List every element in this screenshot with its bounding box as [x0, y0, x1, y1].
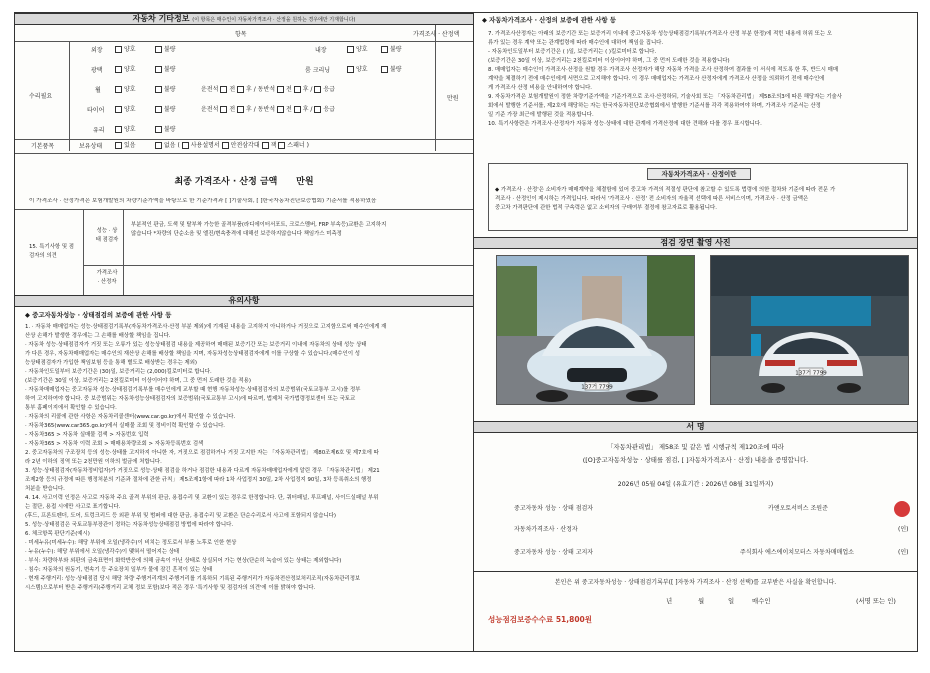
right-column: ◆ 자동차가격조사 · 산정의 보증에 관한 사항 등 7. 가격조사산정자는 아래의 보증기간 또는 보증거리 이내에 중고자동차 성능상태점검기록부(가격조사 산정 부분 한정)에 적힌 내용에 허위 또는 오 류가 있는 경우 계약 또는 관계법령에 따라 매수인에 대하여 책임을 집니다. - 자동차인도일부터 보증기간은 ( )일, 보증거리는 ( )킬로미터로 합니다. (보증기간은 30일 이상, 보증거리는 2천킬로미터 이상이어야 하며, 그 중 먼저 도래한 것을 적용합니다) 8. 매매업자는 매수인이 가격조사·산정을 원할 경우 가격조사 산정자가 해당 자동차 가격을 조사 산정하여 결과를 이 서식에 적도록 한 후, 반드시 매매 계약을 체결하기 전에 매수인에게 서면으로 고지해야 합니다. 이 경우 매매업자는 가격조사 산정자에게 가격조사 산정을 의뢰하기 전에 매수인에 게 가격조사 산정 비용을 안내하여야 합니다. 9. 자동차가격은 보험개발원이 정한 차량기준가액을 기준가격으로 조사·산정하되, 기술사회 또는 「자동차관리법」 제58조의3에 따른 해당자는 기술사 회에서 발행한 기준서를, 제2호에 해당하는 자는 한국자동차진단보증협회에서 발행한 기준서를 각각 적용하여야 하며, 가격조사 기준서는 산정 일 기준 가장 최근에 발행된 것을 적용합니다. 10. 특기사항란은 가격조사·산정자가 자동차 성능·상태에 대한 관계에 가격산정에 대한 견해와 다를 경우 표시합니다. 자동차가격조사 · 산정이란 ◆ 가격조사 · 산정'은 소비자가 매매계약을 체결함에 있어 중고차 가격의 적절성 판단에 참고할 수 있도록 법령에 의한 절차와 기준에 따라 전문 가 격조사 · 산정인이 제시하는 가격입니다. 따라서 '가격조사 · 산정' 전 소비자의 자율적 선택에 따른 서비스이며, 가격조사 · 산정 금액은 중고차 가격판단에 관한 법적 구속력은 없고 소비자의 구매여부 결정에 참고자료로 활용됩니다. 점검 장면 촬영 사진 137거 7799 137거 7799 서 명 「자동차관리법」 제58조 및 같은 법 시행규칙 제120조에 따라 ([O]중고자동차성능 · 상태를 점검, [ ]자동차가격조사 · 산정) 내용을 증명합니다. 2026년 05월 04일 (유효기간 : 2026년 08월 31일까지) 중고자동차 성능 · 상태 점검자 카앤오토서비스 조원준 자동차가격조사 · 산정자 (인) 중고자동차 성능 · 상태 고지자 주식회사 에스에이치모터스 자동차매매업소 (인) 본인은 위 중고자동차성능 · 상태점검기록부([ ]자동차 가격조사 · 산정 선택)를 교부받은 사실을 확인합니다. 년 월 일 매수인 (서명 또는 인) 성능점검보증수수료 51,800원 [474, 13, 917, 651]
text-line: · 자동차매매업자는 중고자동차 성능·상태점검기록부를 매수인에게 교부할 때 현행 자동차성능·상태점검자의 보증범위(국토교통부 고시)를 정부 [25, 387, 361, 393]
checkbox-icon [314, 106, 321, 113]
sign-date: 2026년 05월 04일 (유효기간 : 2026년 08월 31일까지) [617, 481, 774, 488]
vehicle-info-header [15, 13, 473, 25]
sign-law-2: ([O]중고자동차성능 · 상태를 점검, [ ]자동차가격조사 · 산정) 내용을 증명합니다. [582, 456, 809, 464]
text-line: · 현재 주행거리: 성능·상태점검 당시 해당 차량 주행거리계의 주행거리를 기록하되 기록된 주행거리가 자동차전산정보처리조직(자동차관리정보 [25, 576, 361, 582]
checkbox-icon [237, 86, 244, 93]
glass-good-option[interactable]: 양호 [115, 126, 136, 134]
checkbox-icon [347, 66, 354, 73]
text-line: 산상 손해가 발생한 경우에는 그 손해를 배상할 책임을 집니다. [25, 333, 171, 339]
glass-bad-option[interactable]: 불량 [155, 126, 176, 134]
text-line: 는 절단, 용접 시에만 사고로 표기합니다. [25, 504, 121, 510]
text-line: 계약을 체결하기 전에 매수인에게 서면으로 고지해야 합니다. 이 경우 매매업자는 가격조사 산정자에게 가격조사 산정을 의뢰하기 전에 매수인에 [488, 76, 825, 82]
text-line: 시스템)으로부터 받은 주행거리(주행거리 교체 정보 포함)보다 적은 경우 '특기사항 및 점검자의 의견'에 이를 밝혀야 합니다. [25, 585, 316, 591]
checkbox-icon [381, 66, 388, 73]
text-line: 게 가격조사 산정 비용을 안내하여야 합니다. [488, 85, 593, 91]
wheel-position-options[interactable]: 운전석 전 후 / 동반석 전 후 / 응급 [201, 86, 335, 93]
checkbox-icon [115, 106, 122, 113]
text-line: · 미세누유(미세누수): 해당 부위에 오일(냉각수)이 비치는 정도로서 부품 노후로 인한 현상 [25, 540, 237, 546]
text-line: - 자동차인도일부터 보증기간은 ( )일, 보증거리는 ( )킬로미터로 합니다. [488, 49, 657, 55]
notice-body [25, 323, 469, 593]
front-inspection-photo [496, 255, 695, 405]
text-line: - 자동차365 > 자동차 실매물 검색 > 자동번호 입력 [25, 432, 149, 438]
guarantee-body [488, 30, 916, 129]
row-wheel: 휠 [95, 87, 101, 94]
basic-items-label: 기본품목 [31, 143, 55, 150]
checkbox-icon [381, 46, 388, 53]
row-exterior: 외장 [91, 47, 103, 54]
sig-row-price: 자동차가격조사 · 산정자 (인) [514, 526, 909, 533]
tire-bad-option[interactable]: 불량 [155, 106, 176, 114]
checkbox-icon [220, 86, 227, 93]
checkbox-icon [115, 126, 122, 133]
interior-bad-option[interactable]: 불량 [381, 46, 402, 54]
checkbox-icon [237, 106, 244, 113]
price-notice-text [495, 186, 903, 213]
checkbox-icon [115, 46, 122, 53]
price-inspector-label: 가격조사 · 산정자 [96, 270, 118, 285]
col-price-label: 가격조사 · 산정액 [413, 31, 460, 38]
exterior-bad-option[interactable]: 불량 [155, 46, 176, 54]
text-line: · 자동차 성능·상태점검자가 거짓 또는 오류가 있는 성능상태점검 내용을 제공하여 매매된 보증기간 또는 보증거리 이내에 자동차의 상태 성능 상태 [25, 342, 367, 348]
text-line: (보증기간은 30일 이상, 보증거리는 2천킬로미터 이상이어야 하며, 그 중 먼저 도래한 것을 적용합니다) [488, 58, 730, 64]
inspection-record-sheet [14, 12, 918, 652]
col-item-label: 항목 [235, 31, 247, 38]
text-line: 7. 가격조사산정자는 아래의 보증기간 또는 보증거리 이내에 중고자동차 성능상태점검기록부(가격조사 산정 부분 한정)에 적힌 내용에 허위 또는 오 [488, 31, 833, 37]
wheel-bad-option[interactable]: 불량 [155, 86, 176, 94]
text-line: 1. · 자동차 매매업자는 성능·상태점검기록부(자동차가격조사·산정 부분 제외)에 기재된 내용을 고지하지 아니하거나 거짓으로 고지함으로써 매수인에게 재 [25, 324, 387, 330]
tire-good-option[interactable]: 양호 [115, 106, 136, 114]
notice-header: 유의사항 [15, 295, 473, 307]
text-line: · 자동차365(www.car365.go.kr)에서 실매물 조회 및 정비이력 확인할 수 있습니다. [25, 423, 226, 429]
inspector-opinion: 부분적인 판금, 도색 및 탈부착 가능한 골격부품(라디에이터서포트, 크로스멤버, FRP 부속등)교환은 고지하지 않습니다 *차량의 단순소음 및 엘진/변속충격에 대해선 보증하지않습니다 책임가스 미측정 [131, 222, 387, 237]
photo-header: 점검 장면 촬영 사진 [474, 237, 917, 249]
guarantee-title: ◆ 자동차가격조사 · 산정의 보증에 관한 사항 등 [482, 16, 617, 24]
checkbox-icon [115, 86, 122, 93]
text-line: ◆ 가격조사 · 산정'은 소비자가 매매계약을 체결함에 있어 중고차 가격의 적절성 판단에 참고할 수 있도록 법령에 의한 절차와 기준에 따라 전문 가 [495, 187, 836, 193]
checkbox-icon [277, 106, 284, 113]
text-line: 9. 자동차가격은 보험개발원이 정한 차량기준가액을 기준가격으로 조사·산정하되, 기술사회 또는 「자동차관리법」 제58조의3에 따른 해당자는 기술사 [488, 94, 842, 100]
checkbox-icon [155, 46, 162, 53]
text-line: 2. 중고자동차의 구조장치 등의 성능·상태를 고지하지 아니한 자, 거짓으로 점검하거나 거짓 고지한 자는 「자동차관리법」 제80조제6호 및 제7호에 따 [25, 450, 379, 456]
text-line: 격조사 · 산정인이 제시하는 가격입니다. 따라서 '가격조사 · 산정' 전 소비자의 자율적 선택에 따른 서비스이며, 가격조사 · 산정 금액은 [495, 196, 809, 202]
checkbox-icon [115, 66, 122, 73]
text-line: 4. 14. 사고이력 인정은 사고로 자동차 주요 골격 부위의 판금, 용접수리 및 교환이 있는 경우로 한정합니다. 단, 쿼터패널, 루프패널, 사이드실패널 부위 [25, 495, 379, 501]
repair-group-label: 수리필요 [29, 93, 53, 100]
text-line: 처분을 받습니다. [25, 486, 65, 492]
checkbox-icon [220, 106, 227, 113]
text-line: 6. 체크항목 판단기준(예시) [25, 531, 90, 537]
final-price-line: 최종 가격조사 · 산정 금액 만원 [174, 177, 314, 187]
checkbox-icon [155, 86, 162, 93]
sig-row-inspector: 중고자동차 성능 · 상태 점검자 카앤오토서비스 조원준 [514, 505, 828, 512]
exterior-good-option[interactable]: 양호 [115, 46, 136, 54]
text-line: 류가 있는 경우 계약 또는 관계법령에 따라 매수인에 대하여 책임을 집니다. [488, 40, 664, 46]
fee-text: 성능점검보증수수료 51,800원 [488, 615, 593, 624]
text-line: 3. 성능·상태점검자(자동차정비업자)가 거짓으로 성능·상태 점검을 하거나 점검한 내용과 다르게 자동차매매업자에게 알린 경우 「자동차관리법」 제21 [25, 468, 380, 474]
polish-good-option[interactable]: 양호 [115, 66, 136, 74]
row-tire: 타이어 [87, 107, 105, 114]
checkbox-icon [294, 86, 301, 93]
basic-status-label: 보유상태 [79, 143, 103, 150]
checkbox-icon [347, 46, 354, 53]
rear-inspection-photo [710, 255, 909, 405]
row-polish: 광택 [91, 67, 103, 74]
text-line: (후드, 프론트펜더, 도어, 트렁크리드 등 외판 부위 및 범퍼에 대한 판금, 용접수리 및 교환은 단순수리로서 사고에 포함되지 않습니다) [25, 513, 336, 519]
basic-none-option[interactable]: 없음 ( 사용설명서 안전삼각대 잭 스패너 ) [155, 142, 309, 150]
checkbox-icon [262, 142, 269, 149]
checkbox-icon [155, 66, 162, 73]
checkbox-icon [278, 142, 285, 149]
special-notes-label: 15. 특기사항 및 점검자의 의견 [29, 244, 74, 259]
text-line: · 부식: 차량하부와 외판의 금속표면이 화학반응에 의해 금속이 아닌 상태로 상실되어 가는 현상(단순히 녹슬어 있는 상태는 제외합니다) [25, 558, 342, 564]
row-glass: 유리 [93, 127, 105, 134]
sig-row-dealer: 중고자동차 성능 · 상태 고지자 주식회사 에스에이치모터스 자동차매매업소 (인) [514, 549, 909, 556]
checkbox-icon [294, 106, 301, 113]
price-notice-box [488, 163, 908, 231]
text-line: 일 기준 가장 최근에 발행된 것을 적용합니다. [488, 112, 594, 118]
checkbox-icon [314, 86, 321, 93]
signature-header: 서 명 [474, 421, 917, 433]
text-line: 중고차 가격판단에 관한 법적 구속력은 없고 소비자의 구매여부 결정에 참고자료로 활용됩니다. [495, 205, 717, 211]
vehicle-info-title: 자동차 기타정보 [132, 14, 190, 23]
row-interior: 내장 [315, 47, 327, 54]
text-line: 라 2년 이하의 징역 또는 2천만원 이하의 벌금에 처합니다. [25, 459, 162, 465]
text-line: 통부 홈페이지에서 확인할 수 있습니다. [25, 405, 117, 411]
text-line: 능상태점검자가 가입한 책임보험 등을 통해 별도로 배상받는 경우는 제외) [25, 360, 198, 366]
text-line: 하여 고지하여야 합니다. 중 보증범위는 자동차성능상태점검자의 보증범위(국토교통부 고시)에 따르며, 법제처 국가법령정보센터 또는 국토교 [25, 396, 356, 402]
interior-good-option[interactable]: 양호 [347, 46, 368, 54]
polish-bad-option[interactable]: 불량 [155, 66, 176, 74]
text-line: 가 다른 경우, 자동차매매업자는 매수인의 재산상 손해를 배상할 책임을 지며, 자동차성능상태점검자에게 이를 구상할 수 있습니다.(매수인이 성 [25, 351, 360, 357]
text-line: · 누유(누수): 해당 부위에서 오일(냉각수)이 맺혀서 떨어지는 상태 [25, 549, 180, 555]
cleaning-bad-option[interactable]: 불량 [381, 66, 402, 74]
final-price-note: 이 가격조사 · 산정가격은 보험개발원의 차량기준가액을 바탕으로 한 기준가격과 [ ]기술사회, [ ]한국자동차진단보증협회) 기준서를 적용하였음 [29, 198, 377, 204]
text-line: · 침수: 자동차의 원동기, 변속기 등 주요장치 일부가 물에 잠긴 흔적이 있는 상태 [25, 567, 213, 573]
vehicle-info-note: (이 항목은 매수인이 자동차가격조사 · 산정을 원하는 경우에만 기재합니다) [192, 17, 356, 23]
checkbox-icon [155, 106, 162, 113]
receipt-text: 본인은 위 중고자동차성능 · 상태점검기록부([ ]자동차 가격조사 · 산정 선택)를 교부받은 사실을 확인합니다. [554, 579, 837, 586]
checkbox-icon [155, 126, 162, 133]
left-column [15, 13, 474, 651]
checkbox-icon [182, 142, 189, 149]
text-line: (보증기간은 30일 이상, 보증거리는 2천킬로미터 이상이어야 하며, 그 중 먼저 도래한 것을 적용) [25, 378, 251, 384]
notice-title: ◆ 중고자동차성능 · 상태점검의 보증에 관한 사항 등 [25, 311, 172, 319]
tire-position-options[interactable]: 운전석 전 후 / 동반석 전 후 / 응급 [201, 106, 335, 113]
text-line: 8. 매매업자는 매수인이 가격조사·산정을 원할 경우 가격조사 산정자가 해당 자동차 가격을 조사 산정하여 결과를 이 서식에 적도록 한 후, 반드시 매매 [488, 67, 839, 73]
price-unit: 만원 [447, 95, 459, 102]
cleaning-good-option[interactable]: 양호 [347, 66, 368, 74]
basic-have-option[interactable]: 있음 [115, 142, 136, 150]
text-line: · 자동차인도일부터 보증기간은 (30)일, 보증거리는 (2,000)킬로미터로 합니다. [25, 369, 212, 375]
text-line: - 자동차365 > 자동차 이력 조회 > 매매용차량조회 > 자동차등록번호 검색 [25, 441, 204, 447]
text-line: 5. 성능·상태점검은 국토교통부장관이 정하는 자동차성능상태점검 방법에 따라야 합니다. [25, 522, 234, 528]
front-plate-text: 137거 7799 [581, 384, 613, 391]
price-notice-title: 자동차가격조사 · 산정이란 [647, 168, 751, 180]
inspector-label: 성능 · 상태 점검자 [95, 228, 119, 243]
text-line: 회에서 발행한 기준서를, 제2호에 해당하는 자는 한국자동차진단보증협회에서 발행한 기준서를 각각 적용하여야 하며, 가격조사 기준서는 산정 [488, 103, 821, 109]
row-room-cleaning: 룸 크리닝 [305, 67, 331, 74]
text-line: · 자동차의 리콜에 관한 사항은 자동차리콜센터(www.car.go.kr)에서 확인할 수 있습니다. [25, 414, 236, 420]
text-line: 10. 특기사항란은 가격조사·산정자가 자동차 성능·상태에 대한 관계에 가격산정에 대한 견해와 다를 경우 표시합니다. [488, 121, 762, 127]
checkbox-icon [222, 142, 229, 149]
checkbox-icon [115, 142, 122, 149]
rear-plate-text: 137거 7799 [795, 370, 827, 377]
checkbox-icon [155, 142, 162, 149]
wheel-good-option[interactable]: 양호 [115, 86, 136, 94]
checkbox-icon [277, 86, 284, 93]
text-line: 조제2항 등의 규정에 따른 행정처분의 기준과 절차에 관한 규칙」 제5조제1항에 따라 1차 사업정지 30일, 2차 사업정지 90일, 3차 등록취소의 행정 [25, 477, 372, 483]
sign-law-1: 「자동차관리법」 제58조 및 같은 법 시행규칙 제120조에 따라 [607, 443, 784, 451]
seal-stamp-icon [894, 501, 910, 517]
